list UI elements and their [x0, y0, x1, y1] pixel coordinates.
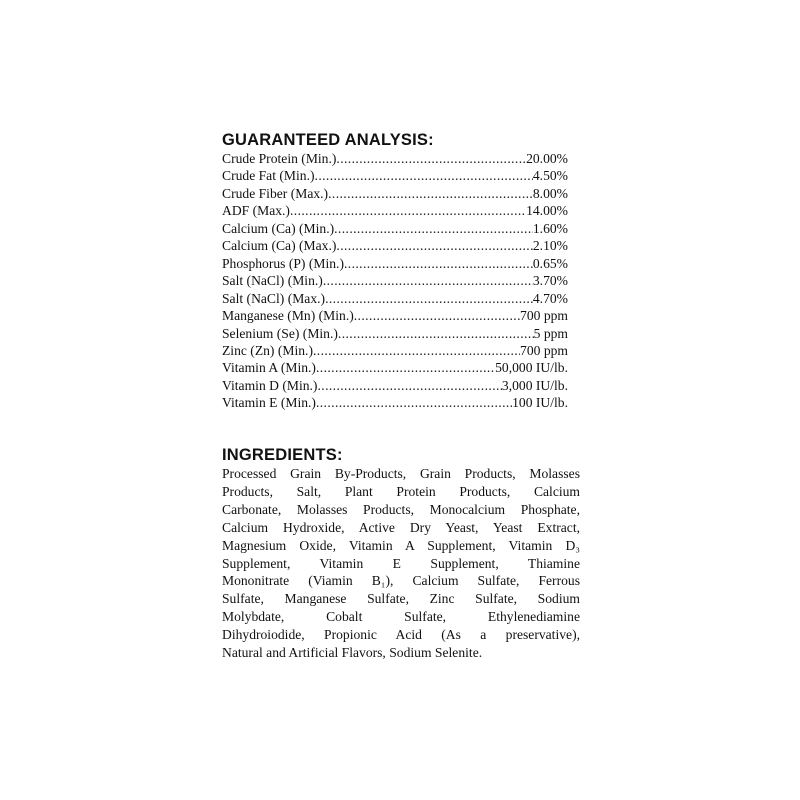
dot-leader [336, 237, 532, 254]
analysis-row [222, 220, 568, 237]
nutrient-label: Salt (NaCl) (Min.) [222, 273, 323, 289]
ingredients-line: Molybdate, Cobalt Sulfate, Ethylenediamine [222, 609, 580, 625]
nutrient-value: 3.70% [532, 273, 568, 289]
dot-leader [317, 377, 501, 394]
dot-leader [354, 307, 520, 324]
analysis-row [222, 377, 568, 394]
nutrient-value: 700 ppm [520, 342, 568, 358]
ingredients-line: Mononitrate (Viamin B₁), Calcium Sulfate, Ferrous [222, 573, 580, 589]
ingredients-line: Processed Grain By-Products, Grain Products, Molasses [222, 466, 580, 481]
ingredients-line: Products, Salt, Plant Protein Products, Calcium [222, 483, 580, 499]
analysis-row [222, 272, 568, 289]
nutrient-value: 4.70% [532, 290, 568, 306]
ingredients-line: Supplement, Vitamin E Supplement, Thiamine [222, 555, 580, 571]
dot-leader [315, 167, 533, 184]
nutrient-value: 1.60% [532, 220, 568, 236]
ingredients-line: Magnesium Oxide, Vitamin A Supplement, Vitamin D₃ [222, 537, 580, 553]
dot-leader [313, 342, 520, 359]
guaranteed-analysis-heading: GUARANTEED ANALYSIS: [222, 131, 434, 149]
nutrient-value: 20.00% [526, 151, 568, 166]
nutrient-label: Vitamin E (Min.) [222, 395, 316, 411]
ingredients-line: Dihydroiodide, Propionic Acid (As a preservative), [222, 627, 580, 643]
dot-leader [325, 290, 533, 307]
nutrient-value: 0.65% [532, 255, 568, 271]
nutrient-value: 14.00% [526, 203, 568, 219]
nutrient-label: Phosphorus (P) (Min.) [222, 255, 344, 271]
nutrient-value: 700 ppm [520, 308, 568, 324]
dot-leader [316, 394, 512, 411]
nutrient-label: Zinc (Zn) (Min.) [222, 342, 313, 358]
analysis-row [222, 255, 568, 272]
nutrient-label: Manganese (Mn) (Min.) [222, 308, 354, 324]
analysis-row [222, 307, 568, 324]
ingredients-line: Natural and Artificial Flavors, Sodium Selenite. [222, 645, 483, 661]
dot-leader [323, 272, 533, 289]
nutrient-label: Salt (NaCl) (Max.) [222, 290, 326, 306]
analysis-row [222, 237, 568, 254]
ingredients-section [222, 446, 580, 662]
nutrient-value: 4.50% [532, 168, 568, 184]
dot-leader [336, 150, 526, 167]
ingredients-line: Carbonate, Molasses Products, Monocalcium Phosphate, [222, 501, 580, 517]
analysis-row [222, 202, 568, 219]
guaranteed-analysis-section [222, 131, 568, 412]
nutrient-value: 100 IU/lb. [512, 395, 568, 411]
nutrient-label: Vitamin A (Min.) [222, 360, 316, 376]
ingredients-line: Calcium Hydroxide, Active Dry Yeast, Yeast Extract, [222, 519, 580, 535]
dot-leader [328, 185, 533, 202]
nutrient-label: Selenium (Se) (Min.) [222, 325, 338, 341]
nutrient-value: 5 ppm [533, 325, 568, 341]
nutrient-value: 50,000 IU/lb. [495, 360, 568, 376]
nutrient-label: Vitamin D (Min.) [222, 377, 318, 393]
nutrient-value: 2.10% [532, 238, 568, 254]
nutrient-value: 3,000 IU/lb. [501, 377, 568, 393]
analysis-row [222, 394, 568, 411]
dot-leader [344, 255, 533, 272]
analysis-table [222, 150, 568, 412]
analysis-row [222, 290, 568, 307]
ingredients-heading: INGREDIENTS: [222, 446, 343, 464]
ingredients-line: Sulfate, Manganese Sulfate, Zinc Sulfate, Sodium [222, 591, 580, 607]
dot-leader [316, 359, 495, 376]
analysis-row [222, 325, 568, 342]
dot-leader [290, 202, 526, 219]
dot-leader [334, 220, 533, 237]
nutrient-label: Calcium (Ca) (Max.) [222, 238, 337, 254]
dot-leader [338, 325, 534, 342]
analysis-row [222, 359, 568, 376]
analysis-row [222, 342, 568, 359]
nutrient-label: Crude Fat (Min.) [222, 168, 315, 184]
ingredients-text [222, 465, 580, 662]
analysis-row [222, 167, 568, 184]
nutrient-label: Crude Fiber (Max.) [222, 185, 329, 201]
nutrient-label: ADF (Max.) [222, 203, 290, 219]
nutrient-value: 8.00% [532, 185, 568, 201]
nutrient-label: Calcium (Ca) (Min.) [222, 220, 335, 236]
analysis-row [222, 185, 568, 202]
analysis-row [222, 150, 568, 167]
nutrient-label: Crude Protein (Min.) [222, 151, 337, 166]
